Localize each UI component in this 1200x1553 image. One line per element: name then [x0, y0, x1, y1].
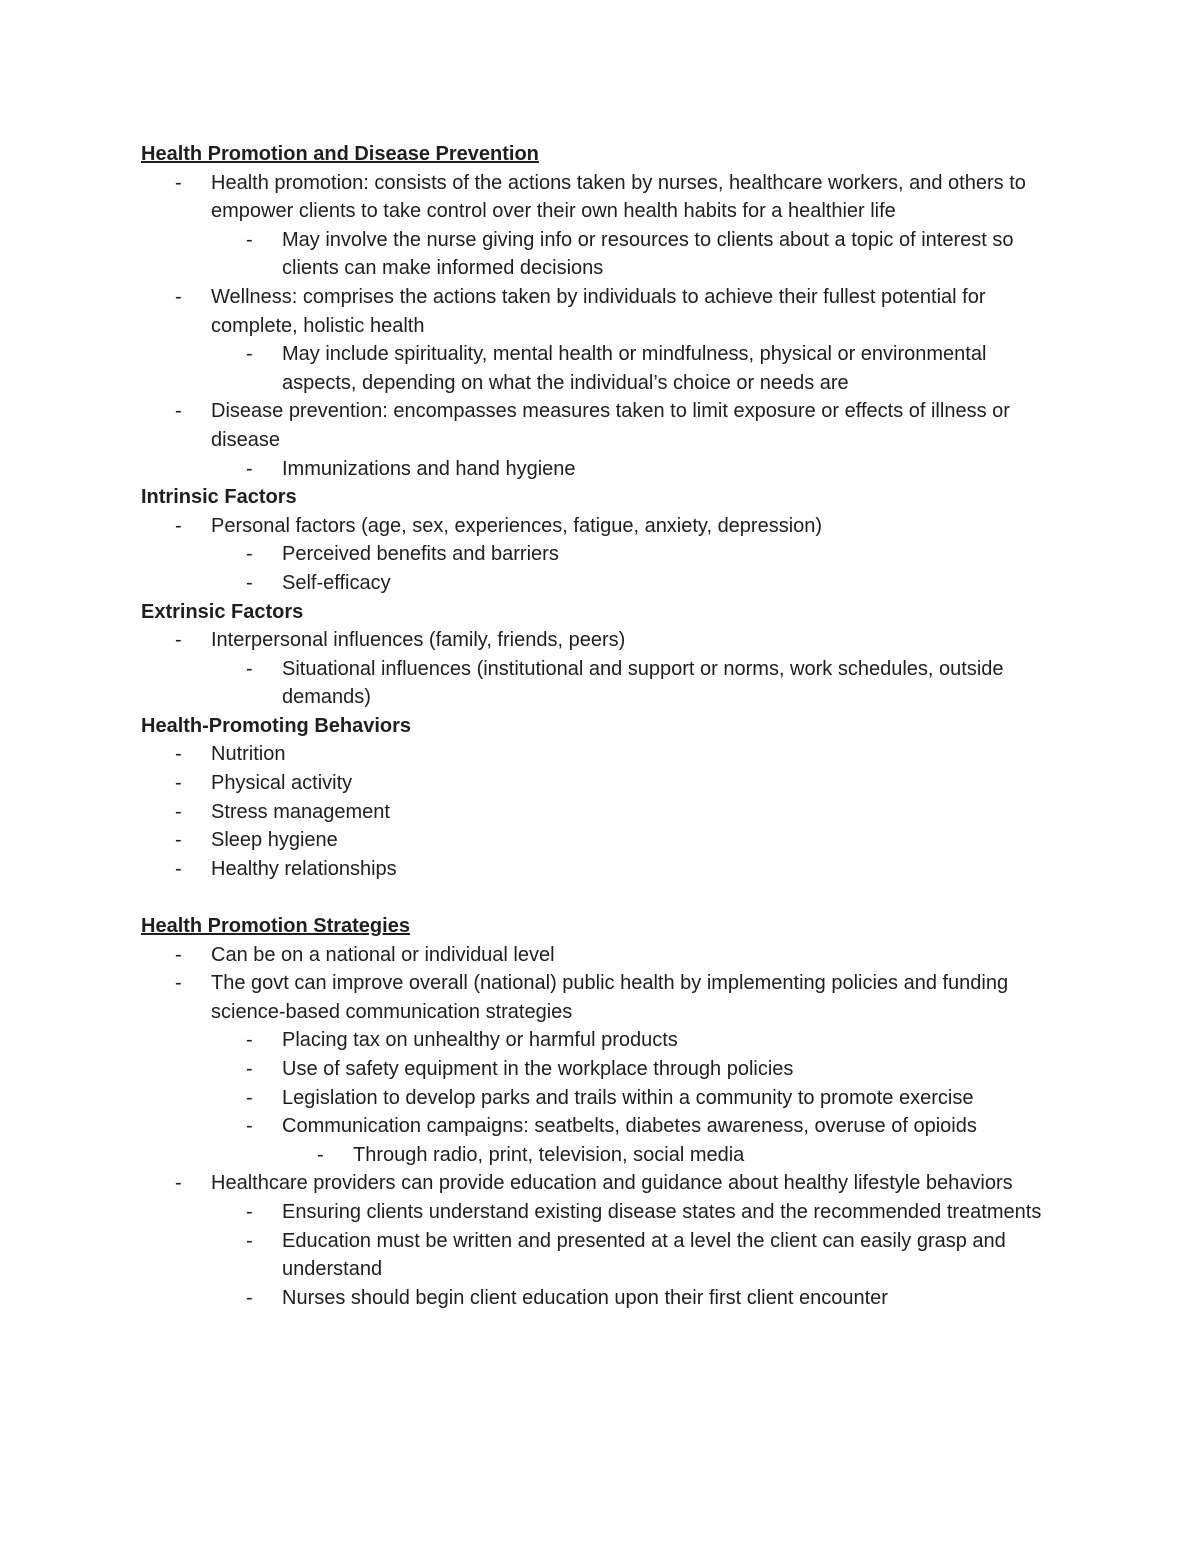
list-item-text: Education must be written and presented at a level the client can easily grasp and understand — [282, 1229, 1006, 1281]
bullet-dash: - — [175, 800, 182, 823]
list-item-text: Immunizations and hand hygiene — [282, 457, 576, 480]
list-item-text: May involve the nurse giving info or resources to clients about a topic of interest so clients can make informed decisions — [282, 228, 1014, 280]
bullet-dash: - — [175, 285, 182, 308]
list-item — [141, 855, 1061, 884]
bullet-dash: - — [246, 571, 253, 594]
list-item — [141, 769, 1061, 798]
list-item-text: Self-efficacy — [282, 571, 391, 594]
section-heading: Health Promotion and Disease Prevention — [141, 143, 539, 165]
list-item-text: Personal factors (age, sex, experiences, fatigue, anxiety, depression) — [211, 514, 823, 537]
section-heading: Health Promotion Strategies — [141, 915, 410, 938]
list-item — [141, 169, 1061, 226]
list-item — [141, 655, 1061, 712]
bullet-dash: - — [246, 1229, 253, 1252]
bullet-dash: - — [175, 514, 182, 537]
list-item-text: Situational influences (institutional and support or norms, work schedules, outside demands) — [282, 657, 1004, 709]
list-item-text: Nutrition — [211, 743, 286, 766]
list-item — [141, 826, 1061, 855]
list-item — [141, 1227, 1061, 1284]
blank-line — [141, 883, 1061, 912]
list-item-text: Sleep hygiene — [211, 829, 338, 852]
list-item-text: Communication campaigns: seatbelts, diabetes awareness, overuse of opioids — [282, 1115, 977, 1138]
list-item — [141, 540, 1061, 569]
document-body — [141, 140, 1061, 1312]
list-item — [141, 969, 1061, 1026]
bullet-dash: - — [246, 657, 253, 680]
list-item-text: Can be on a national or individual level — [211, 943, 555, 966]
list-item — [141, 1055, 1061, 1084]
list-item-text: Perceived benefits and barriers — [282, 543, 559, 566]
section-heading: Intrinsic Factors — [141, 486, 297, 509]
list-item-text: Stress management — [211, 800, 390, 823]
list-item — [141, 397, 1061, 454]
bullet-dash: - — [246, 543, 253, 566]
list-item-text: Use of safety equipment in the workplace through policies — [282, 1058, 794, 1080]
list-item-text: The govt can improve overall (national) public health by implementing policies and funding science-based communication strategies — [211, 972, 1009, 1023]
bullet-dash: - — [175, 629, 182, 652]
bullet-dash: - — [246, 343, 253, 366]
list-item — [141, 740, 1061, 769]
list-item-text: Healthcare providers can provide education and guidance about healthy lifestyle behaviors — [211, 1172, 1013, 1195]
list-item — [141, 1112, 1061, 1141]
bullet-dash: - — [246, 228, 253, 251]
bullet-dash: - — [246, 1115, 253, 1138]
section-heading: Health-Promoting Behaviors — [141, 714, 412, 737]
list-item — [141, 1284, 1061, 1313]
list-item — [141, 1026, 1061, 1055]
list-item-text: Ensuring clients understand existing disease states and the recommended treatments — [282, 1200, 1042, 1223]
list-item — [141, 798, 1061, 827]
list-item — [141, 512, 1061, 541]
list-item — [141, 283, 1061, 340]
bullet-dash: - — [175, 943, 182, 966]
bullet-dash: - — [175, 772, 182, 795]
list-item-text: Disease prevention: encompasses measures taken to limit exposure or effects of illness or disease — [211, 400, 1010, 451]
bullet-dash: - — [175, 1172, 182, 1195]
bullet-dash: - — [175, 171, 182, 194]
bullet-dash: - — [175, 743, 182, 766]
bullet-dash: - — [175, 972, 182, 995]
list-item — [141, 340, 1061, 397]
list-item-text: Wellness: comprises the actions taken by individuals to achieve their fullest potential for complete, holistic health — [211, 285, 986, 337]
bullet-dash: - — [317, 1143, 324, 1166]
list-item — [141, 1198, 1061, 1227]
list-item — [141, 1084, 1061, 1113]
bullet-dash: - — [175, 857, 182, 880]
list-item — [141, 1169, 1061, 1198]
bullet-dash: - — [246, 1286, 253, 1309]
bullet-dash: - — [175, 829, 182, 852]
section-heading: Extrinsic Factors — [141, 600, 304, 623]
list-item — [141, 455, 1061, 484]
list-item-text: Through radio, print, television, social media — [353, 1143, 745, 1166]
list-item-text: Interpersonal influences (family, friends, peers) — [211, 629, 626, 652]
list-item — [141, 626, 1061, 655]
list-item — [141, 226, 1061, 283]
bullet-dash: - — [246, 1058, 253, 1080]
bullet-dash: - — [246, 457, 253, 480]
list-item-text: Placing tax on unhealthy or harmful products — [282, 1029, 678, 1052]
list-item-text: Health promotion: consists of the actions taken by nurses, healthcare workers, and others to empower clients to take control over their own health habits for a healthier life — [211, 171, 1026, 223]
list-item — [141, 1141, 1061, 1170]
list-item-text: May include spirituality, mental health or mindfulness, physical or environmental aspects, depending on what the individual’s choice or needs are — [282, 343, 987, 394]
list-item-text: Physical activity — [211, 772, 353, 795]
list-item — [141, 941, 1061, 970]
list-item-text: Healthy relationships — [211, 857, 397, 880]
bullet-dash: - — [246, 1029, 253, 1052]
bullet-dash: - — [246, 1086, 253, 1109]
bullet-dash: - — [175, 400, 182, 423]
list-item — [141, 569, 1061, 598]
list-item-text: Nurses should begin client education upon their first client encounter — [282, 1286, 888, 1309]
bullet-dash: - — [246, 1200, 253, 1223]
list-item-text: Legislation to develop parks and trails within a community to promote exercise — [282, 1086, 974, 1109]
